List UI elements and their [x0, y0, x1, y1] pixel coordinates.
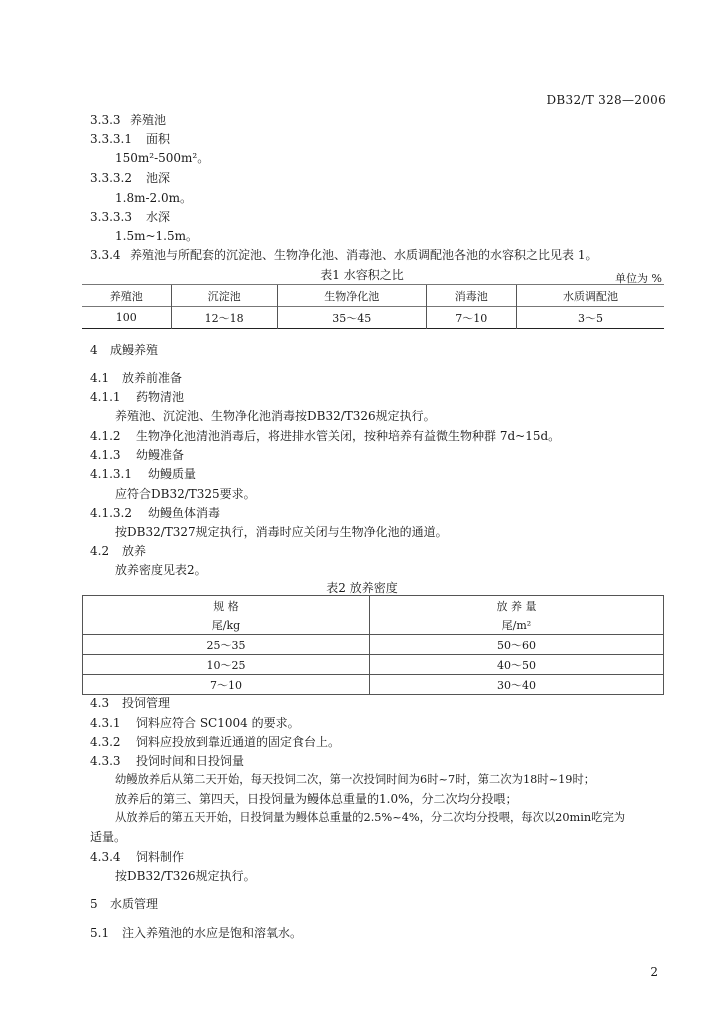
table1-cell: 3～5	[516, 307, 664, 329]
table1-cell: 7～10	[426, 307, 516, 329]
table2-cell: 50～60	[369, 635, 663, 655]
table1-header-cell: 生物净化池	[277, 285, 426, 307]
paragraph: 按DB32/T326规定执行。	[115, 869, 256, 883]
heading-4-3: 4.3 投饲管理	[90, 696, 171, 710]
table1-header-row	[82, 285, 664, 307]
heading-4-1: 4.1 放养前准备	[90, 371, 183, 385]
heading-3-3-3-3: 3.3.3.3 水深	[90, 210, 171, 224]
table1-value-row	[82, 307, 664, 329]
paragraph: 养殖池、沉淀池、生物净化池消毒按DB32/T326规定执行。	[115, 409, 436, 423]
table1-header-cell: 沉淀池	[171, 285, 277, 307]
table1-header-cell: 水质调配池	[516, 285, 664, 307]
paragraph: 从放养后的第五天开始，日投饲量为鳗体总重量的2.5%~4%，分二次均分投喂，每次以20min吃完为	[115, 811, 626, 824]
table2-header-row	[83, 596, 664, 616]
table2-cell: 30～40	[369, 675, 663, 695]
heading-3-3-3-1: 3.3.3.1 面积	[90, 132, 171, 146]
table2-header-cell: 放 养 量	[369, 596, 663, 616]
clause-4-3-1: 4.3.1 饲料应符合 SC1004 的要求。	[90, 716, 300, 730]
heading-5: 5 水质管理	[90, 897, 159, 911]
clause-5-1: 5.1 注入养殖池的水应是饱和溶氧水。	[90, 926, 303, 940]
table1-header-cell: 养殖池	[82, 285, 171, 307]
water-depth-value: 1.5m~1.5m。	[115, 229, 198, 243]
heading-4-1-3: 4.1.3 幼鳗准备	[90, 448, 185, 462]
area-value: 150m²-500m²。	[115, 151, 210, 165]
table2-unit-cell: 尾/kg	[83, 615, 370, 635]
table2-unit-cell: 尾/m²	[369, 615, 663, 635]
heading-4: 4 成鳗养殖	[90, 343, 159, 357]
table2-cell: 10～25	[83, 655, 370, 675]
paragraph: 幼鳗放养后从第二天开始，每天投饲二次，第一次投饲时间为6时~7时，第二次为18时~19时；	[115, 773, 596, 786]
page-number: 2	[650, 965, 658, 979]
paragraph: 放养密度见表2。	[115, 563, 207, 577]
heading-4-2: 4.2 放养	[90, 544, 147, 558]
table1-caption: 表1 水容积之比	[320, 268, 404, 282]
table-row	[83, 675, 664, 695]
table2-caption: 表2 放养密度	[326, 581, 398, 595]
paragraph: 按DB32/T327规定执行，消毒时应关闭与生物净化池的通道。	[115, 525, 448, 539]
table1-cell: 100	[82, 307, 171, 329]
heading-3-3-3-2: 3.3.3.2 池深	[90, 171, 171, 185]
table2-header-cell: 规 格	[83, 596, 370, 616]
heading-4-3-4: 4.3.4 饲料制作	[90, 850, 185, 864]
table2	[82, 595, 664, 695]
table2-cell: 25～35	[83, 635, 370, 655]
heading-4-1-1: 4.1.1 药物清池	[90, 390, 185, 404]
paragraph: 应符合DB32/T325要求。	[115, 487, 256, 501]
table-row	[83, 655, 664, 675]
table1-cell: 12～18	[171, 307, 277, 329]
heading-3-3-3: 3.3.3 养殖池	[90, 113, 167, 127]
table2-cell: 40～50	[369, 655, 663, 675]
heading-4-3-3: 4.3.3 投饲时间和日投饲量	[90, 754, 245, 768]
table2-unit-row	[83, 615, 664, 635]
standard-number: DB32/T 328—2006	[546, 93, 666, 107]
heading-4-1-3-2: 4.1.3.2 幼鳗鱼体消毒	[90, 506, 221, 520]
clause-3-3-4: 3.3.4 养殖池与所配套的沉淀池、生物净化池、消毒池、水质调配池各池的水容积之比见表 1。	[90, 248, 598, 262]
table2-cell: 7～10	[83, 675, 370, 695]
table1-cell: 35～45	[277, 307, 426, 329]
paragraph: 适量。	[90, 830, 127, 844]
paragraph: 放养后的第三、第四天，日投饲量为鳗体总重量的1.0%，分二次均分投喂；	[115, 792, 518, 806]
heading-4-1-3-1: 4.1.3.1 幼鳗质量	[90, 467, 197, 481]
depth-value: 1.8m-2.0m。	[115, 191, 192, 205]
table1-header-cell: 消毒池	[426, 285, 516, 307]
table1-unit: 单位为 %	[615, 272, 662, 285]
clause-4-1-2: 4.1.2 生物净化池清池消毒后，将进排水管关闭，按种培养有益微生物种群 7d~15d。	[90, 429, 561, 443]
clause-4-3-2: 4.3.2 饲料应投放到靠近通道的固定食台上。	[90, 735, 341, 749]
table1	[82, 284, 664, 329]
table-row	[83, 635, 664, 655]
